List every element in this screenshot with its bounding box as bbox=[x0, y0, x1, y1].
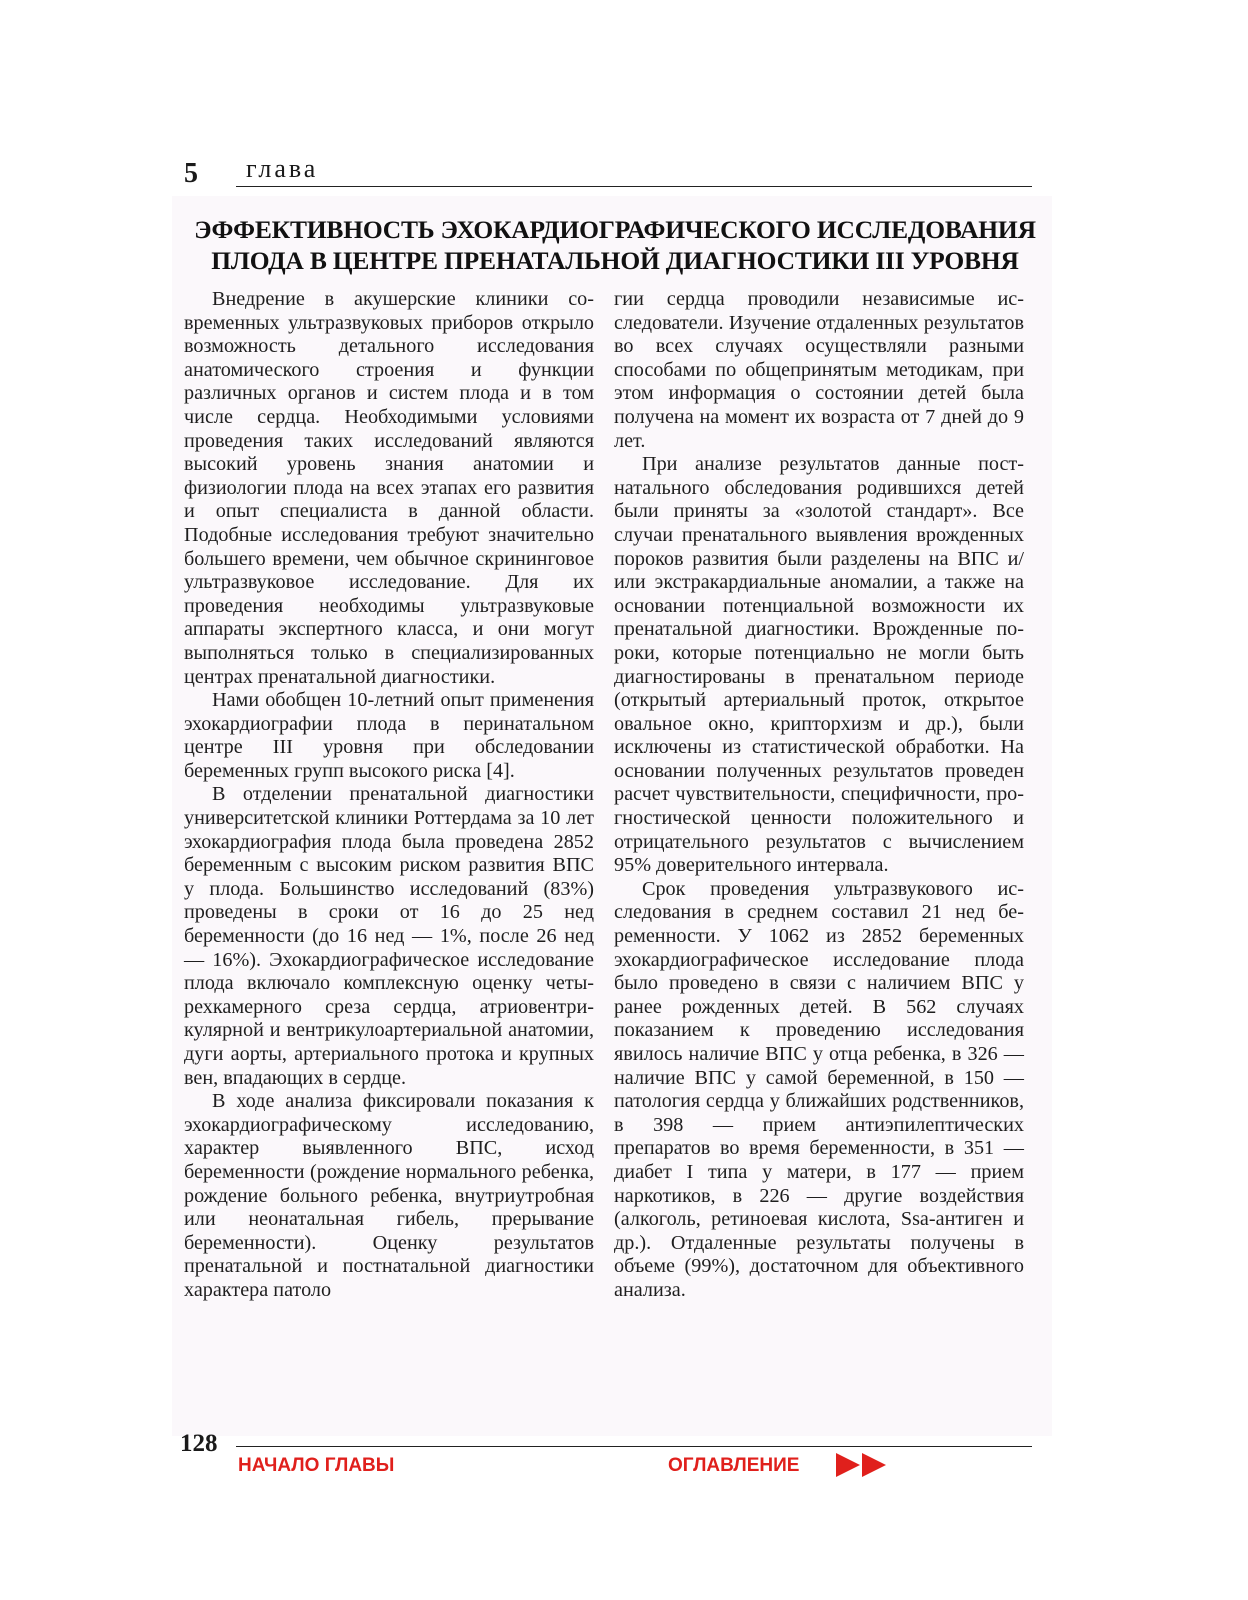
paragraph: Внедрение в акушерские клиники современных ультразвуковых приборов открыло возможность детального исследования анатомического строения и функции различных органов и систем плода и в том числе сердца. Необходимыми условиями проведения таких исследований являются высокий уровень знания анатомии и физиологии плода на всех этапах его развития и опыт специалиста в данной области. Подобные исследования требуют значительно большего времени, чем обычное скрининговое ультразвуковое исследование. Для их проведения необходимы ультразвуковые аппараты экспертного класса, и они могут выполняться только в специализированных центрах пренатальной диагностики. bbox=[184, 288, 594, 688]
page-number: 128 bbox=[180, 1430, 218, 1457]
double-chevron-right-icon[interactable] bbox=[836, 1452, 892, 1478]
paragraph: В ходе анализа фиксировали показания к эхокардиографическому исследованию, характер выявленного ВПС, исход беременности (рождение нормального ребенка, рождение больного ребенка, внутриутробная или неонатальная гибель, прерывание беременности). Оценку результатов пренатальной и постнатальной диагностики характера патоло bbox=[184, 1090, 594, 1301]
chapter-start-link[interactable]: НАЧАЛО ГЛАВЫ bbox=[238, 1455, 395, 1476]
article-title-line: ЭФФЕКТИВНОСТЬ ЭХОКАРДИОГРАФИЧЕСКОГО ИССЛЕДОВАНИЯ bbox=[194, 215, 1036, 244]
table-of-contents-link[interactable]: ОГЛАВЛЕНИЕ bbox=[668, 1455, 800, 1476]
paragraph: В отделении пренатальной диагностики университетской клиники Роттердама за 10 лет эхокардиография плода была проведена 2852 беременным с высоким риском развития ВПС у плода. Большинство исследований (83%) проведены в сроки от 16 до 25 нед беременности (до 16 нед — 1%, после 26 нед — 16%). Эхокардиографическое исследование плода включало комплексную оценку четырехкамерного среза сердца, атриовентрикулярной и вентрикулоартериальной анатомии, дуги аорты, артериального протока и крупных вен, впадающих в сердце. bbox=[184, 783, 594, 1089]
paragraph: Срок проведения ультразвукового исследования в среднем составил 21 нед беременности. У 1062 из 2852 беременных эхокардиографическое исследование плода было проведено в связи с наличием ВПС у ранее рожденных детей. В 562 случаях показанием к проведению исследования явилось наличие ВПС у отца ребенка, в 326 — наличие ВПС у самой беременной, в 150 — патология сердца у ближайших родственников, в 398 — прием антиэпилептических препаратов во время беременности, в 351 — диабет I типа у матери, в 177 — прием наркотиков, в 226 — другие воздействия (алкоголь, ретиноевая кислота, Ssa-антиген и др.). Отдаленные результаты получены в объеме (99%), достаточном для объективного анализа. bbox=[614, 877, 1024, 1301]
paragraph: гии сердца проводили независимые исследователи. Изучение отдаленных результатов во всех случаях осуществляли разными способами по общепринятым методикам, при этом информация о состоянии детей была получена на момент их возраста от 7 дней до 9 лет. bbox=[614, 288, 1024, 452]
footer-rule bbox=[236, 1446, 1032, 1447]
paragraph: Нами обобщен 10-летний опыт применения эхокардиографии плода в перинатальном центре III уровня при обследовании беременных групп высокого риска [4]. bbox=[184, 689, 594, 782]
text-column-left bbox=[184, 288, 594, 1303]
article-title bbox=[190, 214, 1040, 276]
article-title-line: ПЛОДА В ЦЕНТРЕ ПРЕНАТАЛЬНОЙ ДИАГНОСТИКИ III УРОВНЯ bbox=[211, 246, 1019, 275]
text-column-right bbox=[614, 288, 1024, 1303]
paragraph: При анализе результатов данные постнатального обследования родившихся детей были приняты за «золотой стандарт». Все случаи пренатального выявления врожденных пороков развития были разделены на ВПС и/или экстракардиальные аномалии, а также на основании потенциальной возможности их пренатальной диагностики. Врожденные пороки, которые потенциально не могли быть диагностированы в пренатальном периоде (открытый артериальный проток, открытое овальное окно, крипторхизм и др.), были исключены из статистической обработки. На основании полученных результатов проведен расчет чувствительности, специфичности, прогностической ценности положительного и отрицательного результатов с вычислением 95% доверительного интервала. bbox=[614, 453, 1024, 877]
header-rule bbox=[236, 186, 1032, 187]
chapter-number: 5 bbox=[184, 158, 198, 189]
chapter-label: глава bbox=[246, 154, 319, 183]
